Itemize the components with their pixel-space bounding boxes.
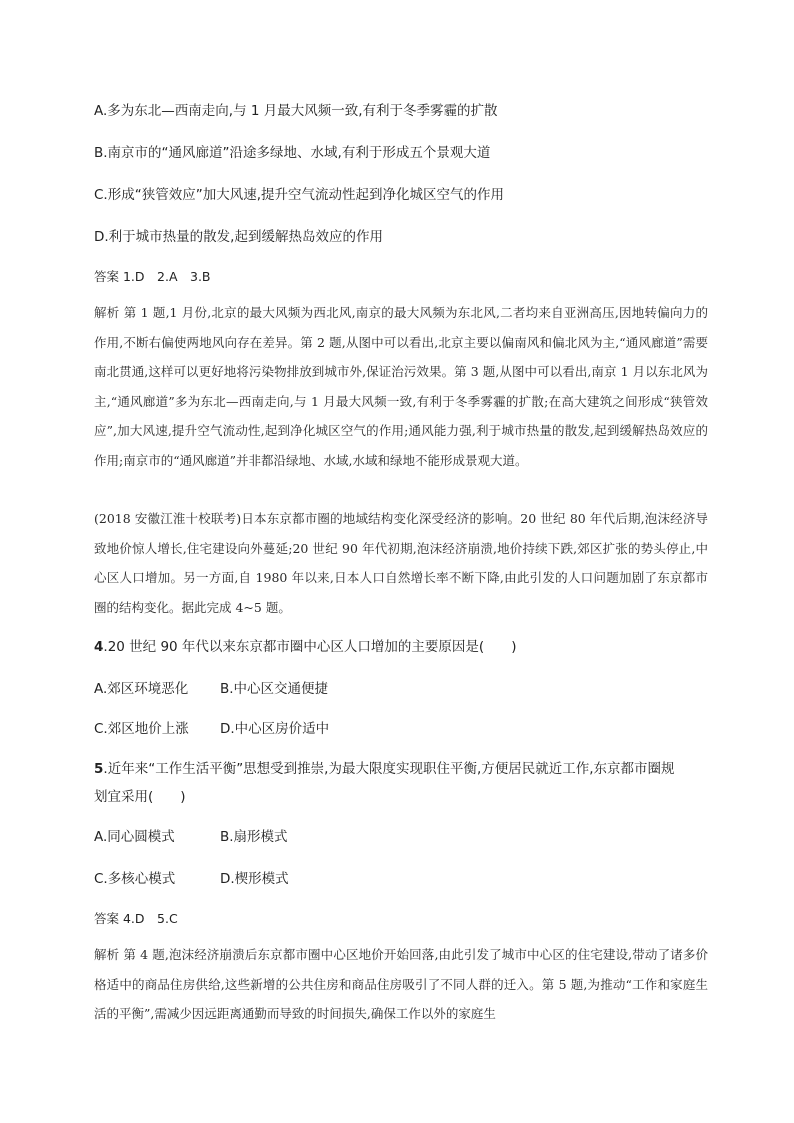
question-5: [94, 760, 675, 778]
option-c-top: C.形成“狭管效应”加大风速,提升空气流动性起到净化城区空气的作用: [94, 187, 504, 203]
q4-option-b: B.中心区交通便捷: [220, 681, 329, 697]
q4-option-a: A.郊区环境恶化: [94, 681, 189, 697]
passage-4-5: (2018 安徽江淮十校联考)日本东京都市圈的地域结构变化深受经济的影响。20 世纪 80 年代后期,泡沫经济导致地价惊人增长,住宅建设向外蔓延;20 世纪 90 年代初期,泡沫经济崩溃,地价持续下跌,郊区扩张的势头停止,中心区人口增加。另一方面,自 1980 年以来,日本人口自然增长率不断下降,由此引发的人口问题加剧了东京都市圈的结构变化。据此完成 4~5 题。: [94, 511, 708, 615]
option-a-top: A.多为东北—西南走向,与 1 月最大风频一致,有利于冬季雾霾的扩散: [94, 103, 498, 119]
question-5-text: .近年来“工作生活平衡”思想受到推崇,为最大限度实现职住平衡,方便居民就近工作,东京都市圈规: [103, 761, 675, 777]
answer-4-5: 答案 4.D 5.C: [94, 911, 178, 926]
analysis-1-3: 解析 第 1 题,1 月份,北京的最大风频为西北风,南京的最大风频为东北风,二者均来自亚洲高压,因地转偏向力的作用,不断右偏使两地风向存在差异。第 2 题,从图中可以看出,北京主要以偏南风和偏北风为主,“通风廊道”需要南北贯通,这样可以更好地将污染物排放到城市外,保证治污效果。第 3 题,从图中可以看出,南京 1 月以东北风为主,“通风廊道”多为东北—西南走向,与 1 月最大风频一致,有利于冬季雾霾的扩散;在高大建筑之间形成“狭管效应”,加大风速,提升空气流动性,起到净化城区空气的作用;通风能力强,利于城市热量的散发,起到缓解热岛效应的作用;南京市的“通风廊道”并非都沿绿地、水域,水域和绿地不能形成景观大道。: [94, 305, 708, 468]
question-5-continued: 划宜采用( ): [94, 789, 186, 805]
q5-option-a: A.同心圆模式: [94, 829, 175, 845]
q4-option-d: D.中心区房价适中: [220, 721, 330, 737]
question-4-text: .20 世纪 90 年代以来东京都市圈中心区人口增加的主要原因是( ): [103, 639, 517, 655]
answer-1-3: 答案 1.D 2.A 3.B: [94, 269, 211, 284]
question-4: [94, 638, 516, 656]
q5-option-c: C.多核心模式: [94, 871, 176, 887]
question-4-number: 4: [94, 639, 104, 655]
q4-option-c: C.郊区地价上涨: [94, 721, 189, 737]
question-5-number: 5: [94, 761, 104, 777]
q5-option-b: B.扇形模式: [220, 829, 288, 845]
option-d-top: D.利于城市热量的散发,起到缓解热岛效应的作用: [94, 229, 383, 245]
option-b-top: B.南京市的“通风廊道”沿途多绿地、水域,有利于形成五个景观大道: [94, 145, 491, 161]
q5-option-d: D.楔形模式: [220, 871, 289, 887]
analysis-4-5: 解析 第 4 题,泡沫经济崩溃后东京都市圈中心区地价开始回落,由此引发了城市中心区的住宅建设,带动了诸多价格适中的商品住房供给,这些新增的公共住房和商品住房吸引了不同人群的迁入。第 5 题,为推动“工作和家庭生活的平衡”,需减少因远距离通勤而导致的时间损失,确保工作以外的家庭生: [94, 947, 708, 1021]
